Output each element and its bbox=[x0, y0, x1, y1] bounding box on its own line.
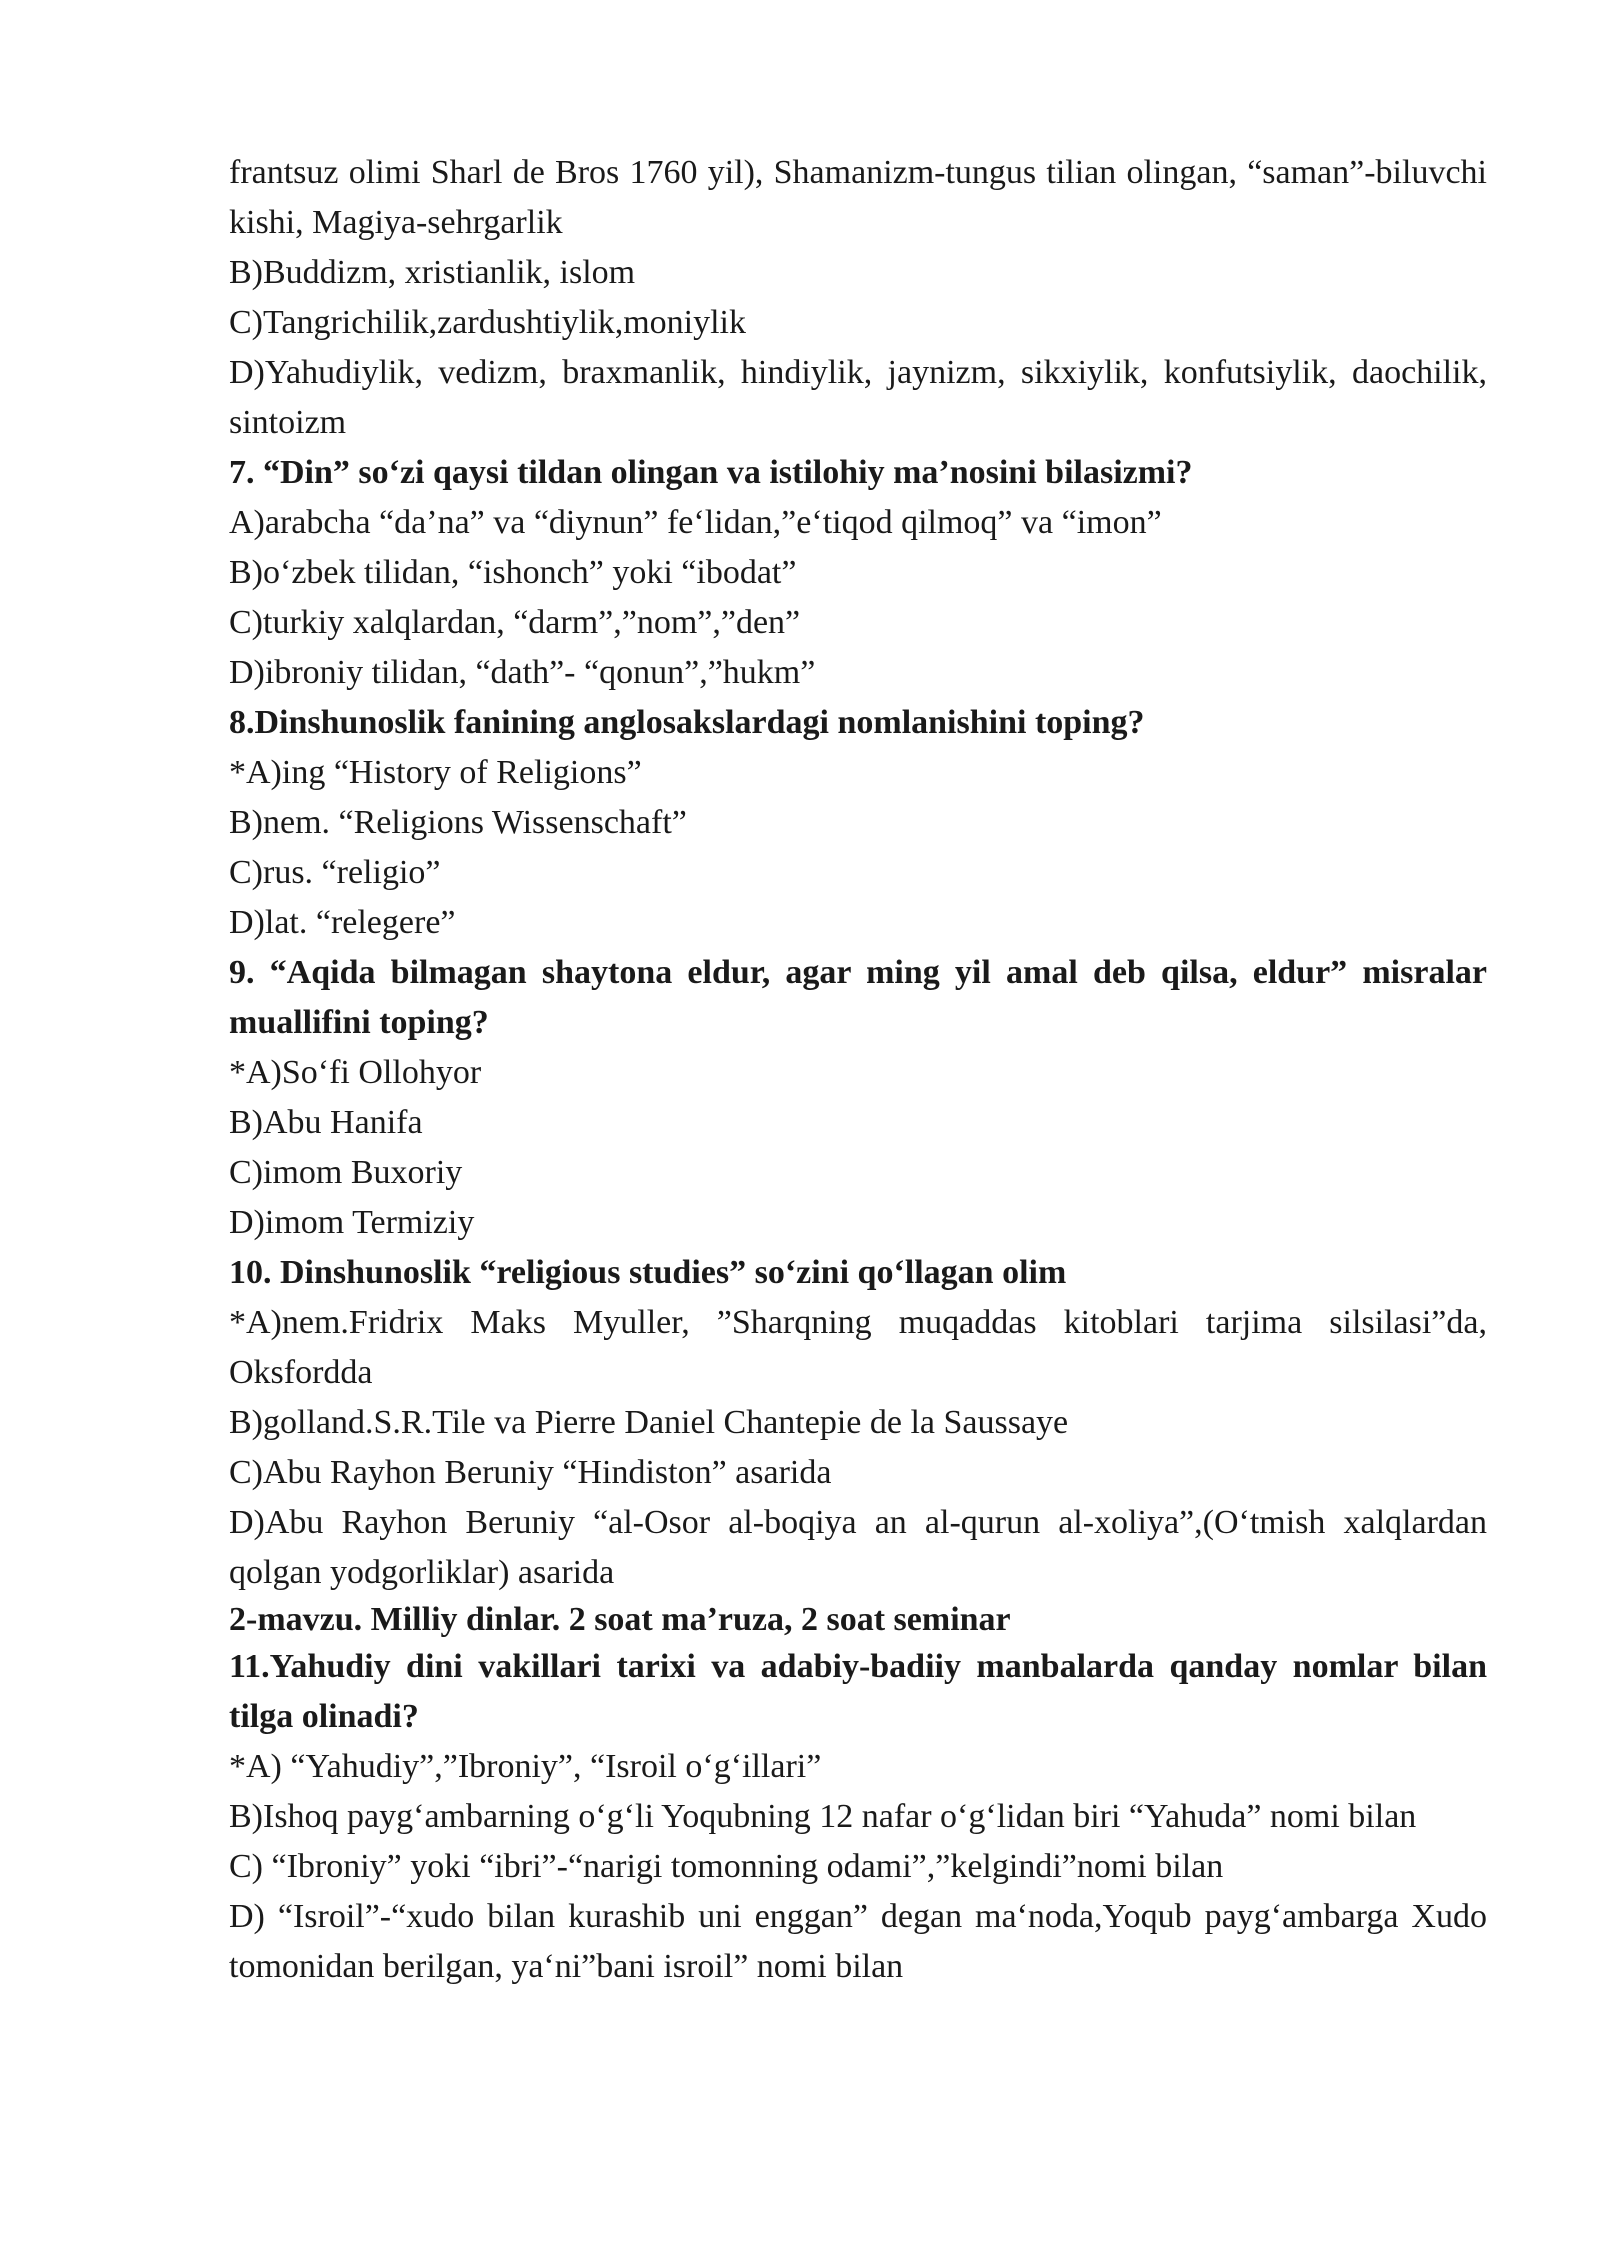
option-c: C)Tangrichilik,zardushtiylik,moniylik bbox=[229, 304, 746, 341]
document-page bbox=[229, 148, 1487, 1992]
option-a: A)arabcha “da’na” va “diynun” feʻlidan,”eʻtiqod qilmoq” va “imon” bbox=[229, 504, 1162, 541]
option-c: C)Abu Rayhon Beruniy “Hindiston” asarida bbox=[229, 1454, 832, 1491]
option-b: B)golland.S.R.Tile va Pierre Daniel Chantepie de la Saussaye bbox=[229, 1404, 1069, 1441]
option-c: C)imom Buxoriy bbox=[229, 1154, 463, 1191]
option-c: C)rus. “religio” bbox=[229, 854, 441, 891]
option-a-correct: *A)nem.Fridrix Maks Myuller, ”Sharqning muqaddas kitoblari tarjima silsilasi”da, Oksfordda bbox=[229, 1304, 1487, 1391]
question-8: 8.Dinshunoslik fanining anglosakslardagi nomlanishini toping? bbox=[229, 704, 1145, 741]
section-heading: 2-mavzu. Milliy dinlar. 2 soat ma’ruza, 2 soat seminar bbox=[229, 1601, 1011, 1638]
option-d: D)lat. “relegere” bbox=[229, 904, 456, 941]
option-d: D)ibroniy tilidan, “dath”- “qonun”,”hukm” bbox=[229, 654, 816, 691]
option-c: C)turkiy xalqlardan, “darm”,”nom”,”den” bbox=[229, 604, 801, 641]
option-d: D)imom Termiziy bbox=[229, 1204, 475, 1241]
option-continuation: frantsuz olimi Sharl de Bros 1760 yil), Shamanizm-tungus tilian olingan, “saman”-biluvchi kishi, Magiya-sehrgarlik bbox=[229, 154, 1487, 241]
option-a-correct: *A) “Yahudiy”,”Ibroniy”, “Isroil oʻgʻillari” bbox=[229, 1748, 822, 1785]
option-b: B)Buddizm, xristianlik, islom bbox=[229, 254, 636, 291]
option-c: C) “Ibroniy” yoki “ibri”-“narigi tomonning odami”,”kelgindi”nomi bilan bbox=[229, 1848, 1224, 1885]
option-d: D)Yahudiylik, vedizm, braxmanlik, hindiylik, jaynizm, sikxiylik, konfutsiylik, daochilik, sintoizm bbox=[229, 354, 1487, 441]
option-b: B)nem. “Religions Wissenschaft” bbox=[229, 804, 687, 841]
option-d: D) “Isroil”-“xudo bilan kurashib uni enggan” degan maʻnoda,Yoqub paygʻambarga Xudo tomonidan berilgan, yaʻni”bani isroil” nomi bilan bbox=[229, 1898, 1487, 1985]
question-10: 10. Dinshunoslik “religious studies” soʻzini qoʻllagan olim bbox=[229, 1254, 1067, 1291]
option-b: B)Abu Hanifa bbox=[229, 1104, 423, 1141]
option-a-correct: *A)Soʻfi Ollohyor bbox=[229, 1054, 482, 1091]
question-11: 11.Yahudiy dini vakillari tarixi va adabiy-badiiy manbalarda qanday nomlar bilan tilga olinadi? bbox=[229, 1648, 1487, 1735]
option-d: D)Abu Rayhon Beruniy “al-Osor al-boqiya an al-qurun al-xoliya”,(Oʻtmish xalqlardan qolgan yodgorliklar) asarida bbox=[229, 1504, 1487, 1591]
option-a-correct: *A)ing “History of Religions” bbox=[229, 754, 642, 791]
question-7: 7. “Din” soʻzi qaysi tildan olingan va istilohiy ma’nosini bilasizmi? bbox=[229, 454, 1193, 491]
question-9: 9. “Aqida bilmagan shaytona eldur, agar ming yil amal deb qilsa, eldur” misralar muallifini toping? bbox=[229, 954, 1487, 1041]
option-b: B)oʻzbek tilidan, “ishonch” yoki “ibodat” bbox=[229, 554, 797, 591]
option-b: B)Ishoq paygʻambarning oʻgʻli Yoqubning 12 nafar oʻgʻlidan biri “Yahuda” nomi bilan bbox=[229, 1798, 1417, 1835]
